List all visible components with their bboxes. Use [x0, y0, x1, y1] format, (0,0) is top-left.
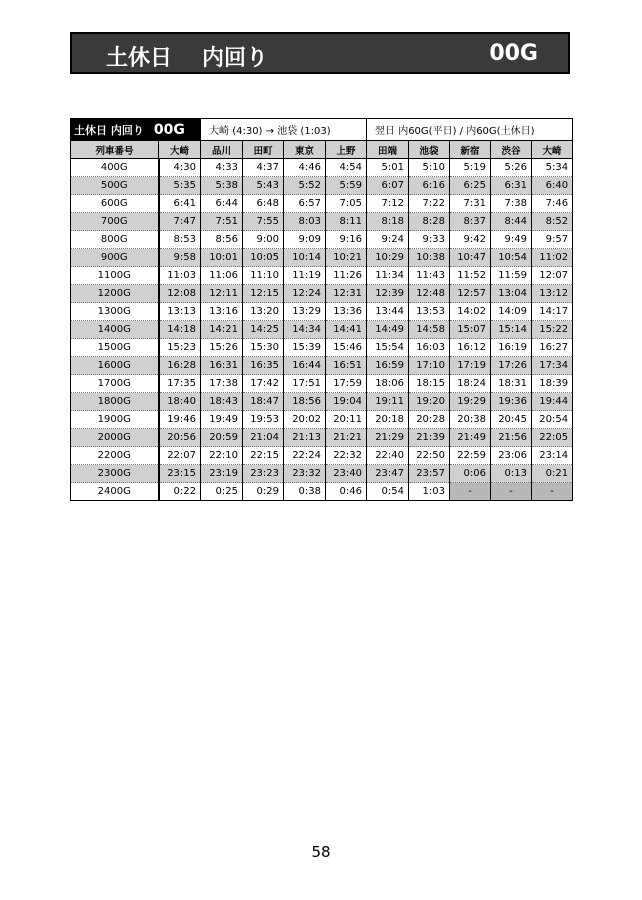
time-cell: - — [450, 483, 491, 501]
time-cell: 13:13 — [159, 303, 201, 321]
timetable-label — [71, 119, 201, 141]
time-cell: 16:28 — [159, 357, 201, 375]
time-cell: 15:30 — [243, 339, 284, 357]
time-cell: 1:03 — [409, 483, 450, 501]
train-number-cell: 2200G — [71, 447, 159, 465]
train-number-cell: 1800G — [71, 393, 159, 411]
time-cell: 12:57 — [450, 285, 491, 303]
time-cell: 7:47 — [159, 213, 201, 231]
time-cell: 19:49 — [201, 411, 243, 429]
time-cell: 0:22 — [159, 483, 201, 501]
column-header: 渋谷 — [491, 141, 532, 159]
time-cell: 12:15 — [243, 285, 284, 303]
table-row — [71, 447, 573, 465]
time-cell: 10:38 — [409, 249, 450, 267]
time-cell: 14:09 — [491, 303, 532, 321]
table-row — [71, 249, 573, 267]
time-cell: 17:38 — [201, 375, 243, 393]
time-cell: 10:29 — [367, 249, 409, 267]
time-cell: 11:03 — [159, 267, 201, 285]
time-cell: 6:16 — [409, 177, 450, 195]
time-cell: 9:00 — [243, 231, 284, 249]
time-cell: 21:04 — [243, 429, 284, 447]
time-cell: 9:58 — [159, 249, 201, 267]
table-row — [71, 393, 573, 411]
time-cell: 20:59 — [201, 429, 243, 447]
time-cell: 7:22 — [409, 195, 450, 213]
time-cell: 15:23 — [159, 339, 201, 357]
time-cell: 6:07 — [367, 177, 409, 195]
time-cell: 16:03 — [409, 339, 450, 357]
time-cell: 14:02 — [450, 303, 491, 321]
time-cell: 10:21 — [326, 249, 367, 267]
time-cell: 12:31 — [326, 285, 367, 303]
time-cell: 15:39 — [284, 339, 326, 357]
time-cell: 22:05 — [532, 429, 573, 447]
time-cell: 23:14 — [532, 447, 573, 465]
time-cell: 22:15 — [243, 447, 284, 465]
column-header: 池袋 — [409, 141, 450, 159]
time-cell: 18:24 — [450, 375, 491, 393]
time-cell: 20:28 — [409, 411, 450, 429]
timetable-code: 00G — [153, 121, 185, 138]
time-cell: 9:16 — [326, 231, 367, 249]
table-row — [71, 267, 573, 285]
time-cell: 23:40 — [326, 465, 367, 483]
time-cell: 18:15 — [409, 375, 450, 393]
time-cell: 23:23 — [243, 465, 284, 483]
time-cell: 13:12 — [532, 285, 573, 303]
time-cell: 21:29 — [367, 429, 409, 447]
time-cell: 6:57 — [284, 195, 326, 213]
time-cell: 0:29 — [243, 483, 284, 501]
time-cell: 17:26 — [491, 357, 532, 375]
table-row — [71, 159, 573, 177]
column-header: 列車番号 — [71, 141, 159, 159]
time-cell: 18:43 — [201, 393, 243, 411]
time-cell: 14:41 — [326, 321, 367, 339]
time-cell: 7:46 — [532, 195, 573, 213]
time-cell: 8:44 — [491, 213, 532, 231]
time-cell: 23:32 — [284, 465, 326, 483]
time-cell: 6:48 — [243, 195, 284, 213]
time-cell: 7:51 — [201, 213, 243, 231]
time-cell: 16:59 — [367, 357, 409, 375]
time-cell: 21:13 — [284, 429, 326, 447]
time-cell: 7:05 — [326, 195, 367, 213]
time-cell: 11:59 — [491, 267, 532, 285]
time-cell: 5:52 — [284, 177, 326, 195]
table-row — [71, 339, 573, 357]
time-cell: 16:51 — [326, 357, 367, 375]
time-cell: 8:53 — [159, 231, 201, 249]
time-cell: 23:57 — [409, 465, 450, 483]
time-cell: 6:31 — [491, 177, 532, 195]
time-cell: 17:35 — [159, 375, 201, 393]
time-cell: 13:53 — [409, 303, 450, 321]
time-cell: 19:36 — [491, 393, 532, 411]
train-number-cell: 900G — [71, 249, 159, 267]
time-cell: 21:56 — [491, 429, 532, 447]
time-cell: 11:10 — [243, 267, 284, 285]
time-cell: 0:21 — [532, 465, 573, 483]
time-cell: 22:10 — [201, 447, 243, 465]
train-number-cell: 500G — [71, 177, 159, 195]
time-cell: 4:54 — [326, 159, 367, 177]
time-cell: 5:34 — [532, 159, 573, 177]
time-cell: 9:57 — [532, 231, 573, 249]
time-cell: - — [532, 483, 573, 501]
time-cell: 9:33 — [409, 231, 450, 249]
time-cell: 19:46 — [159, 411, 201, 429]
train-number-cell: 700G — [71, 213, 159, 231]
table-row — [71, 303, 573, 321]
time-cell: 15:22 — [532, 321, 573, 339]
time-cell: 9:09 — [284, 231, 326, 249]
time-cell: 6:41 — [159, 195, 201, 213]
time-cell: 17:51 — [284, 375, 326, 393]
table-row — [71, 375, 573, 393]
column-header-row — [71, 141, 573, 159]
time-cell: 19:04 — [326, 393, 367, 411]
time-cell: 6:40 — [532, 177, 573, 195]
time-cell: 9:49 — [491, 231, 532, 249]
time-cell: 4:46 — [284, 159, 326, 177]
time-cell: 23:15 — [159, 465, 201, 483]
time-cell: 14:34 — [284, 321, 326, 339]
time-cell: 0:38 — [284, 483, 326, 501]
time-cell: 18:40 — [159, 393, 201, 411]
train-number-cell: 2000G — [71, 429, 159, 447]
time-cell: 17:42 — [243, 375, 284, 393]
time-cell: 21:39 — [409, 429, 450, 447]
time-cell: 11:02 — [532, 249, 573, 267]
time-cell: 17:59 — [326, 375, 367, 393]
time-cell: 11:06 — [201, 267, 243, 285]
time-cell: 5:35 — [159, 177, 201, 195]
time-cell: 17:10 — [409, 357, 450, 375]
time-cell: 12:48 — [409, 285, 450, 303]
time-cell: 4:37 — [243, 159, 284, 177]
train-number-cell: 1600G — [71, 357, 159, 375]
time-cell: 13:29 — [284, 303, 326, 321]
train-number-cell: 400G — [71, 159, 159, 177]
time-cell: 17:34 — [532, 357, 573, 375]
time-cell: 14:17 — [532, 303, 573, 321]
timetable-label-text: 土休日 内回り — [74, 123, 144, 137]
time-cell: 20:54 — [532, 411, 573, 429]
page-banner — [70, 32, 570, 74]
time-cell: 20:02 — [284, 411, 326, 429]
time-cell: 8:37 — [450, 213, 491, 231]
time-cell: 20:45 — [491, 411, 532, 429]
column-header: 品川 — [201, 141, 243, 159]
time-cell: 10:14 — [284, 249, 326, 267]
time-cell: 12:11 — [201, 285, 243, 303]
time-cell: 8:18 — [367, 213, 409, 231]
time-cell: 8:52 — [532, 213, 573, 231]
time-cell: 23:47 — [367, 465, 409, 483]
time-cell: 8:28 — [409, 213, 450, 231]
time-cell: 14:25 — [243, 321, 284, 339]
time-cell: 18:56 — [284, 393, 326, 411]
time-cell: 16:31 — [201, 357, 243, 375]
table-row — [71, 321, 573, 339]
column-header: 田端 — [367, 141, 409, 159]
time-cell: 14:58 — [409, 321, 450, 339]
time-cell: 5:26 — [491, 159, 532, 177]
time-cell: 20:56 — [159, 429, 201, 447]
train-number-cell: 1500G — [71, 339, 159, 357]
time-cell: 4:33 — [201, 159, 243, 177]
time-cell: 16:12 — [450, 339, 491, 357]
time-cell: 12:24 — [284, 285, 326, 303]
column-header: 大崎 — [159, 141, 201, 159]
time-cell: 15:54 — [367, 339, 409, 357]
time-cell: 10:54 — [491, 249, 532, 267]
time-cell: 8:56 — [201, 231, 243, 249]
time-cell: 13:20 — [243, 303, 284, 321]
table-row — [71, 429, 573, 447]
time-cell: 23:06 — [491, 447, 532, 465]
time-cell: 12:07 — [532, 267, 573, 285]
time-cell: 17:19 — [450, 357, 491, 375]
time-cell: 14:18 — [159, 321, 201, 339]
train-number-cell: 1700G — [71, 375, 159, 393]
time-cell: 6:44 — [201, 195, 243, 213]
banner-title: 土休日 — [106, 46, 173, 71]
table-row — [71, 177, 573, 195]
time-cell: 12:08 — [159, 285, 201, 303]
column-header: 東京 — [284, 141, 326, 159]
time-cell: 13:04 — [491, 285, 532, 303]
time-cell: 19:29 — [450, 393, 491, 411]
train-number-cell: 2300G — [71, 465, 159, 483]
banner-direction: 内回り — [202, 46, 269, 71]
time-cell: 13:16 — [201, 303, 243, 321]
train-number-cell: 1400G — [71, 321, 159, 339]
time-cell: 22:24 — [284, 447, 326, 465]
time-cell: 5:43 — [243, 177, 284, 195]
train-number-cell: 1900G — [71, 411, 159, 429]
time-cell: 4:30 — [159, 159, 201, 177]
time-cell: 11:43 — [409, 267, 450, 285]
time-cell: 19:44 — [532, 393, 573, 411]
table-row — [71, 483, 573, 501]
train-number-cell: 1100G — [71, 267, 159, 285]
time-cell: 7:12 — [367, 195, 409, 213]
table-row — [71, 357, 573, 375]
table-row — [71, 285, 573, 303]
time-cell: 6:25 — [450, 177, 491, 195]
banner-train-code: 00G — [489, 41, 538, 66]
time-cell: 21:49 — [450, 429, 491, 447]
column-header: 新宿 — [450, 141, 491, 159]
time-cell: 13:36 — [326, 303, 367, 321]
time-cell: 15:26 — [201, 339, 243, 357]
time-cell: 5:38 — [201, 177, 243, 195]
time-cell: 19:20 — [409, 393, 450, 411]
column-header: 田町 — [243, 141, 284, 159]
time-cell: 16:19 — [491, 339, 532, 357]
time-cell: 22:40 — [367, 447, 409, 465]
time-cell: 18:31 — [491, 375, 532, 393]
train-number-cell: 800G — [71, 231, 159, 249]
time-cell: 10:01 — [201, 249, 243, 267]
timetable-next-day: 翌日 内60G(平日) / 内60G(土休日) — [367, 119, 573, 141]
time-cell: 11:34 — [367, 267, 409, 285]
train-number-cell: 1300G — [71, 303, 159, 321]
time-cell: 16:35 — [243, 357, 284, 375]
time-cell: 18:47 — [243, 393, 284, 411]
column-header: 大崎 — [532, 141, 573, 159]
table-row — [71, 465, 573, 483]
time-cell: 7:55 — [243, 213, 284, 231]
time-cell: 16:27 — [532, 339, 573, 357]
time-cell: 7:31 — [450, 195, 491, 213]
time-cell: 19:11 — [367, 393, 409, 411]
time-cell: 22:32 — [326, 447, 367, 465]
time-cell: 16:44 — [284, 357, 326, 375]
timetable-route: 大崎 (4:30) → 池袋 (1:03) — [201, 119, 367, 141]
table-row — [71, 411, 573, 429]
time-cell: 11:52 — [450, 267, 491, 285]
timetable — [70, 118, 573, 501]
time-cell: 20:11 — [326, 411, 367, 429]
time-cell: 23:19 — [201, 465, 243, 483]
time-cell: 9:24 — [367, 231, 409, 249]
time-cell: 20:38 — [450, 411, 491, 429]
time-cell: - — [491, 483, 532, 501]
time-cell: 11:26 — [326, 267, 367, 285]
time-cell: 0:46 — [326, 483, 367, 501]
time-cell: 15:14 — [491, 321, 532, 339]
time-cell: 13:44 — [367, 303, 409, 321]
time-cell: 14:21 — [201, 321, 243, 339]
table-row — [71, 231, 573, 249]
time-cell: 18:06 — [367, 375, 409, 393]
time-cell: 20:18 — [367, 411, 409, 429]
time-cell: 19:53 — [243, 411, 284, 429]
time-cell: 8:11 — [326, 213, 367, 231]
time-cell: 0:54 — [367, 483, 409, 501]
time-cell: 0:06 — [450, 465, 491, 483]
page-number: 58 — [311, 843, 331, 861]
time-cell: 5:19 — [450, 159, 491, 177]
time-cell: 22:50 — [409, 447, 450, 465]
time-cell: 15:46 — [326, 339, 367, 357]
time-cell: 15:07 — [450, 321, 491, 339]
time-cell: 14:49 — [367, 321, 409, 339]
time-cell: 7:38 — [491, 195, 532, 213]
time-cell: 11:19 — [284, 267, 326, 285]
train-number-cell: 600G — [71, 195, 159, 213]
time-cell: 10:47 — [450, 249, 491, 267]
time-cell: 22:07 — [159, 447, 201, 465]
column-header: 上野 — [326, 141, 367, 159]
time-cell: 22:59 — [450, 447, 491, 465]
time-cell: 12:39 — [367, 285, 409, 303]
time-cell: 0:25 — [201, 483, 243, 501]
timetable-body — [71, 159, 573, 501]
train-number-cell: 2400G — [71, 483, 159, 501]
time-cell: 10:05 — [243, 249, 284, 267]
table-row — [71, 195, 573, 213]
time-cell: 5:59 — [326, 177, 367, 195]
time-cell: 21:21 — [326, 429, 367, 447]
table-row — [71, 213, 573, 231]
time-cell: 8:03 — [284, 213, 326, 231]
time-cell: 5:01 — [367, 159, 409, 177]
time-cell: 0:13 — [491, 465, 532, 483]
time-cell: 9:42 — [450, 231, 491, 249]
train-number-cell: 1200G — [71, 285, 159, 303]
time-cell: 18:39 — [532, 375, 573, 393]
time-cell: 5:10 — [409, 159, 450, 177]
